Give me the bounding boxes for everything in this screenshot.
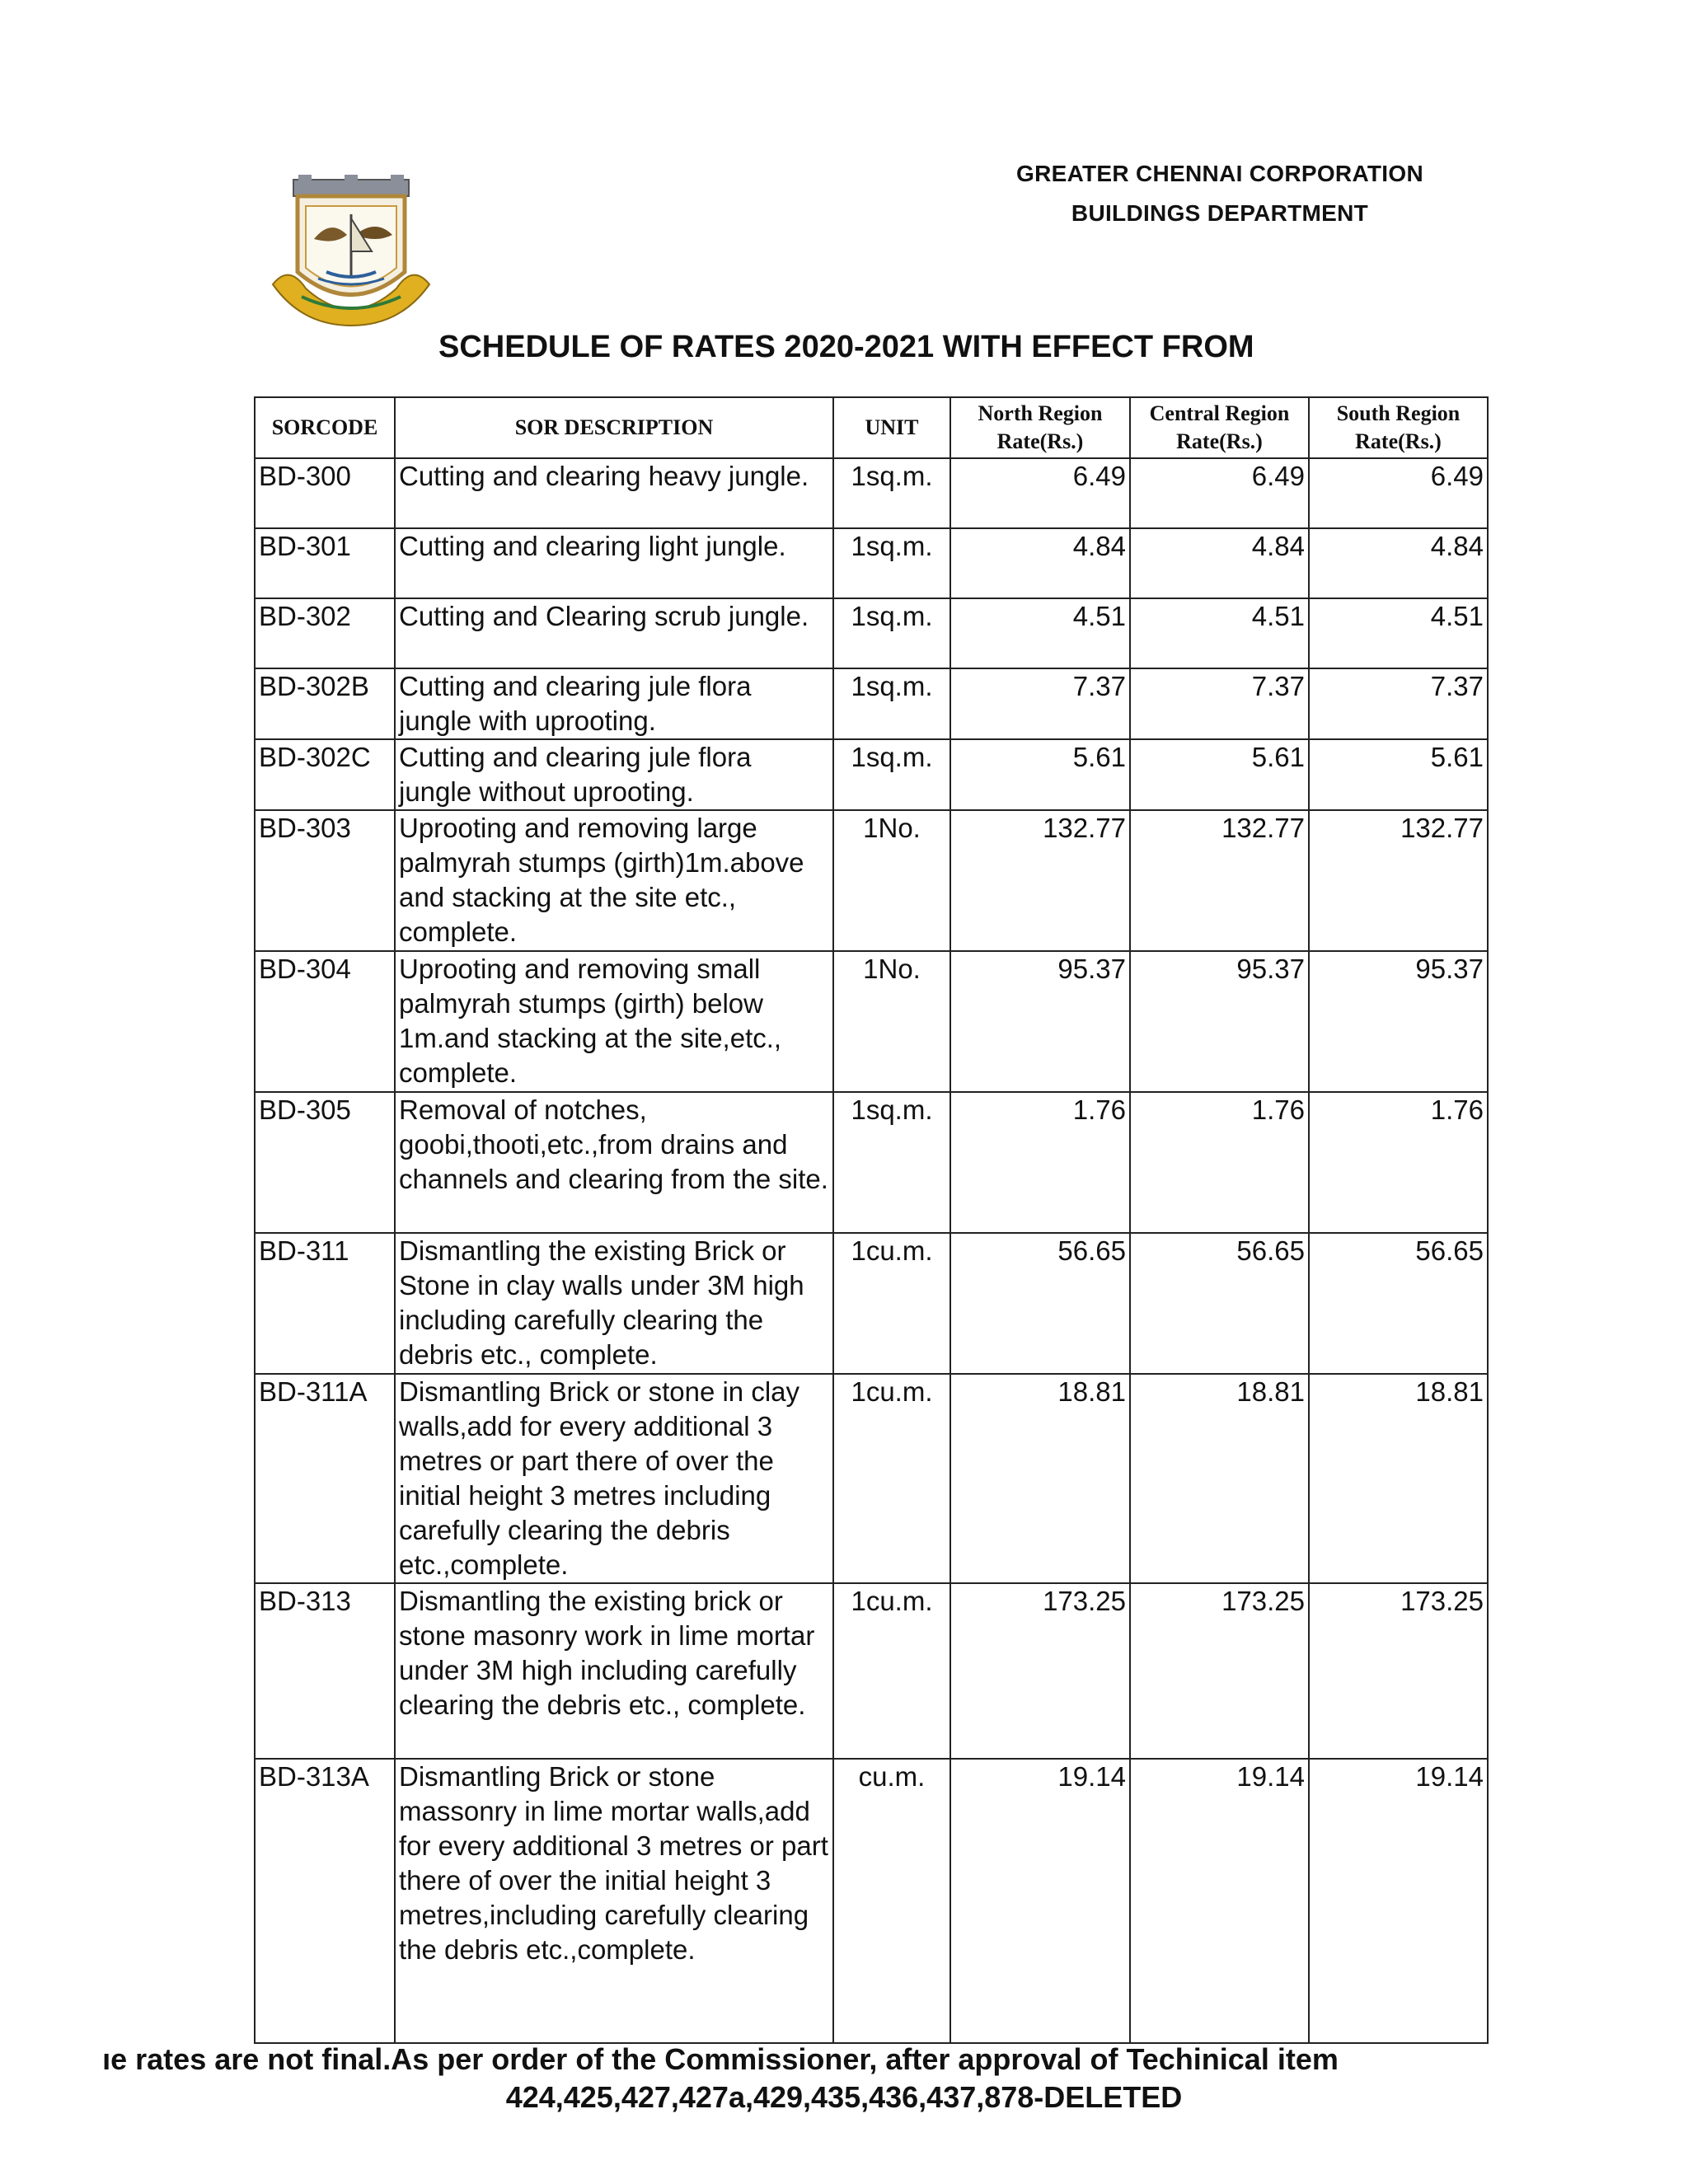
unit-cell: 1sq.m. xyxy=(833,458,950,528)
unit-cell: 1cu.m. xyxy=(833,1583,950,1759)
table-row xyxy=(255,1374,1488,1583)
sorcode-cell: BD-303 xyxy=(255,810,395,951)
south-rate-cell: 6.49 xyxy=(1309,458,1488,528)
south-rate-cell: 4.51 xyxy=(1309,598,1488,668)
description-cell: Cutting and clearing jule flora jungle without uprooting. xyxy=(395,739,833,810)
sorcode-cell: BD-313 xyxy=(255,1583,395,1759)
unit-cell: 1cu.m. xyxy=(833,1233,950,1374)
unit-cell: 1No. xyxy=(833,810,950,951)
central-rate-cell: 132.77 xyxy=(1130,810,1309,951)
north-rate-cell: 95.37 xyxy=(950,951,1130,1092)
table-row xyxy=(255,528,1488,598)
south-rate-cell: 173.25 xyxy=(1309,1583,1488,1759)
north-rate-cell: 7.37 xyxy=(950,668,1130,739)
sorcode-cell: BD-302C xyxy=(255,739,395,810)
north-rate-cell: 6.49 xyxy=(950,458,1130,528)
central-rate-cell: 173.25 xyxy=(1130,1583,1309,1759)
north-rate-cell: 4.51 xyxy=(950,598,1130,668)
table-row xyxy=(255,668,1488,739)
description-cell: Cutting and Clearing scrub jungle. xyxy=(395,598,833,668)
sorcode-cell: BD-311 xyxy=(255,1233,395,1374)
north-rate-cell: 132.77 xyxy=(950,810,1130,951)
description-cell: Dismantling the existing brick or stone masonry work in lime mortar under 3M high including carefully clearing the debris etc., complete. xyxy=(395,1583,833,1759)
sorcode-cell: BD-311A xyxy=(255,1374,395,1583)
central-rate-cell: 56.65 xyxy=(1130,1233,1309,1374)
description-cell: Removal of notches, goobi,thooti,etc.,from drains and channels and clearing from the site. xyxy=(395,1092,833,1233)
table-header-row xyxy=(255,397,1488,458)
description-cell: Dismantling Brick or stone in clay walls,add for every additional 3 metres or part there of over the initial height 3 metres including carefully clearing the debris etc.,complete. xyxy=(395,1374,833,1583)
south-rate-cell: 4.84 xyxy=(1309,528,1488,598)
south-rate-cell: 132.77 xyxy=(1309,810,1488,951)
table-row xyxy=(255,739,1488,810)
column-header-north-rate: North Region Rate(Rs.) xyxy=(950,397,1130,458)
table-row xyxy=(255,458,1488,528)
south-rate-cell: 7.37 xyxy=(1309,668,1488,739)
north-rate-cell: 56.65 xyxy=(950,1233,1130,1374)
north-rate-cell: 18.81 xyxy=(950,1374,1130,1583)
north-rate-cell: 1.76 xyxy=(950,1092,1130,1233)
sorcode-cell: BD-302B xyxy=(255,668,395,739)
central-rate-cell: 4.84 xyxy=(1130,528,1309,598)
central-rate-cell: 1.76 xyxy=(1130,1092,1309,1233)
central-rate-cell: 4.51 xyxy=(1130,598,1309,668)
unit-cell: 1sq.m. xyxy=(833,668,950,739)
description-cell: Uprooting and removing small palmyrah stumps (girth) below 1m.and stacking at the site,etc., complete. xyxy=(395,951,833,1092)
unit-cell: 1sq.m. xyxy=(833,528,950,598)
central-rate-cell: 6.49 xyxy=(1130,458,1309,528)
table-row xyxy=(255,810,1488,951)
description-cell: Cutting and clearing heavy jungle. xyxy=(395,458,833,528)
description-cell: Cutting and clearing light jungle. xyxy=(395,528,833,598)
column-header-south-rate: South Region Rate(Rs.) xyxy=(1309,397,1488,458)
south-rate-cell: 18.81 xyxy=(1309,1374,1488,1583)
column-header-description: SOR DESCRIPTION xyxy=(395,397,833,458)
central-rate-cell: 18.81 xyxy=(1130,1374,1309,1583)
column-header-unit: UNIT xyxy=(833,397,950,458)
unit-cell: 1No. xyxy=(833,951,950,1092)
south-rate-cell: 19.14 xyxy=(1309,1759,1488,2043)
organization-name: GREATER CHENNAI CORPORATION xyxy=(1016,161,1423,186)
description-cell: Cutting and clearing jule flora jungle with uprooting. xyxy=(395,668,833,739)
description-cell: Uprooting and removing large palmyrah stumps (girth)1m.above and stacking at the site etc., complete. xyxy=(395,810,833,951)
table-row xyxy=(255,1583,1488,1759)
sorcode-cell: BD-300 xyxy=(255,458,395,528)
central-rate-cell: 5.61 xyxy=(1130,739,1309,810)
sorcode-cell: BD-313A xyxy=(255,1759,395,2043)
sorcode-cell: BD-305 xyxy=(255,1092,395,1233)
footer-note-line2: 424,425,427,427a,429,435,436,437,878-DELETED xyxy=(505,2080,1183,2114)
central-rate-cell: 95.37 xyxy=(1130,951,1309,1092)
south-rate-cell: 5.61 xyxy=(1309,739,1488,810)
north-rate-cell: 19.14 xyxy=(950,1759,1130,2043)
north-rate-cell: 173.25 xyxy=(950,1583,1130,1759)
sorcode-cell: BD-302 xyxy=(255,598,395,668)
unit-cell: 1sq.m. xyxy=(833,598,950,668)
sorcode-cell: BD-304 xyxy=(255,951,395,1092)
central-rate-cell: 19.14 xyxy=(1130,1759,1309,2043)
table-row xyxy=(255,1233,1488,1374)
table-row xyxy=(255,951,1488,1092)
document-title: SCHEDULE OF RATES 2020-2021 WITH EFFECT FROM xyxy=(438,330,1254,364)
unit-cell: 1sq.m. xyxy=(833,1092,950,1233)
south-rate-cell: 56.65 xyxy=(1309,1233,1488,1374)
south-rate-cell: 95.37 xyxy=(1309,951,1488,1092)
footer-note-line1: ıe rates are not final.As per order of the Commissioner, after approval of Techinical item xyxy=(102,2042,1339,2076)
unit-cell: cu.m. xyxy=(833,1759,950,2043)
unit-cell: 1sq.m. xyxy=(833,739,950,810)
north-rate-cell: 5.61 xyxy=(950,739,1130,810)
schedule-of-rates-table xyxy=(254,396,1489,2044)
table-row xyxy=(255,1759,1488,2043)
table-row xyxy=(255,598,1488,668)
column-header-sorcode: SORCODE xyxy=(255,397,395,458)
central-rate-cell: 7.37 xyxy=(1130,668,1309,739)
corporation-emblem xyxy=(269,173,434,330)
column-header-central-rate: Central Region Rate(Rs.) xyxy=(1130,397,1309,458)
north-rate-cell: 4.84 xyxy=(950,528,1130,598)
department-name: BUILDINGS DEPARTMENT xyxy=(1071,200,1369,226)
unit-cell: 1cu.m. xyxy=(833,1374,950,1583)
south-rate-cell: 1.76 xyxy=(1309,1092,1488,1233)
table-row xyxy=(255,1092,1488,1233)
sorcode-cell: BD-301 xyxy=(255,528,395,598)
description-cell: Dismantling Brick or stone massonry in lime mortar walls,add for every additional 3 metres or part there of over the initial height 3 metres,including carefully clearing the debris etc.,complete. xyxy=(395,1759,833,2043)
description-cell: Dismantling the existing Brick or Stone in clay walls under 3M high including carefully clearing the debris etc., complete. xyxy=(395,1233,833,1374)
